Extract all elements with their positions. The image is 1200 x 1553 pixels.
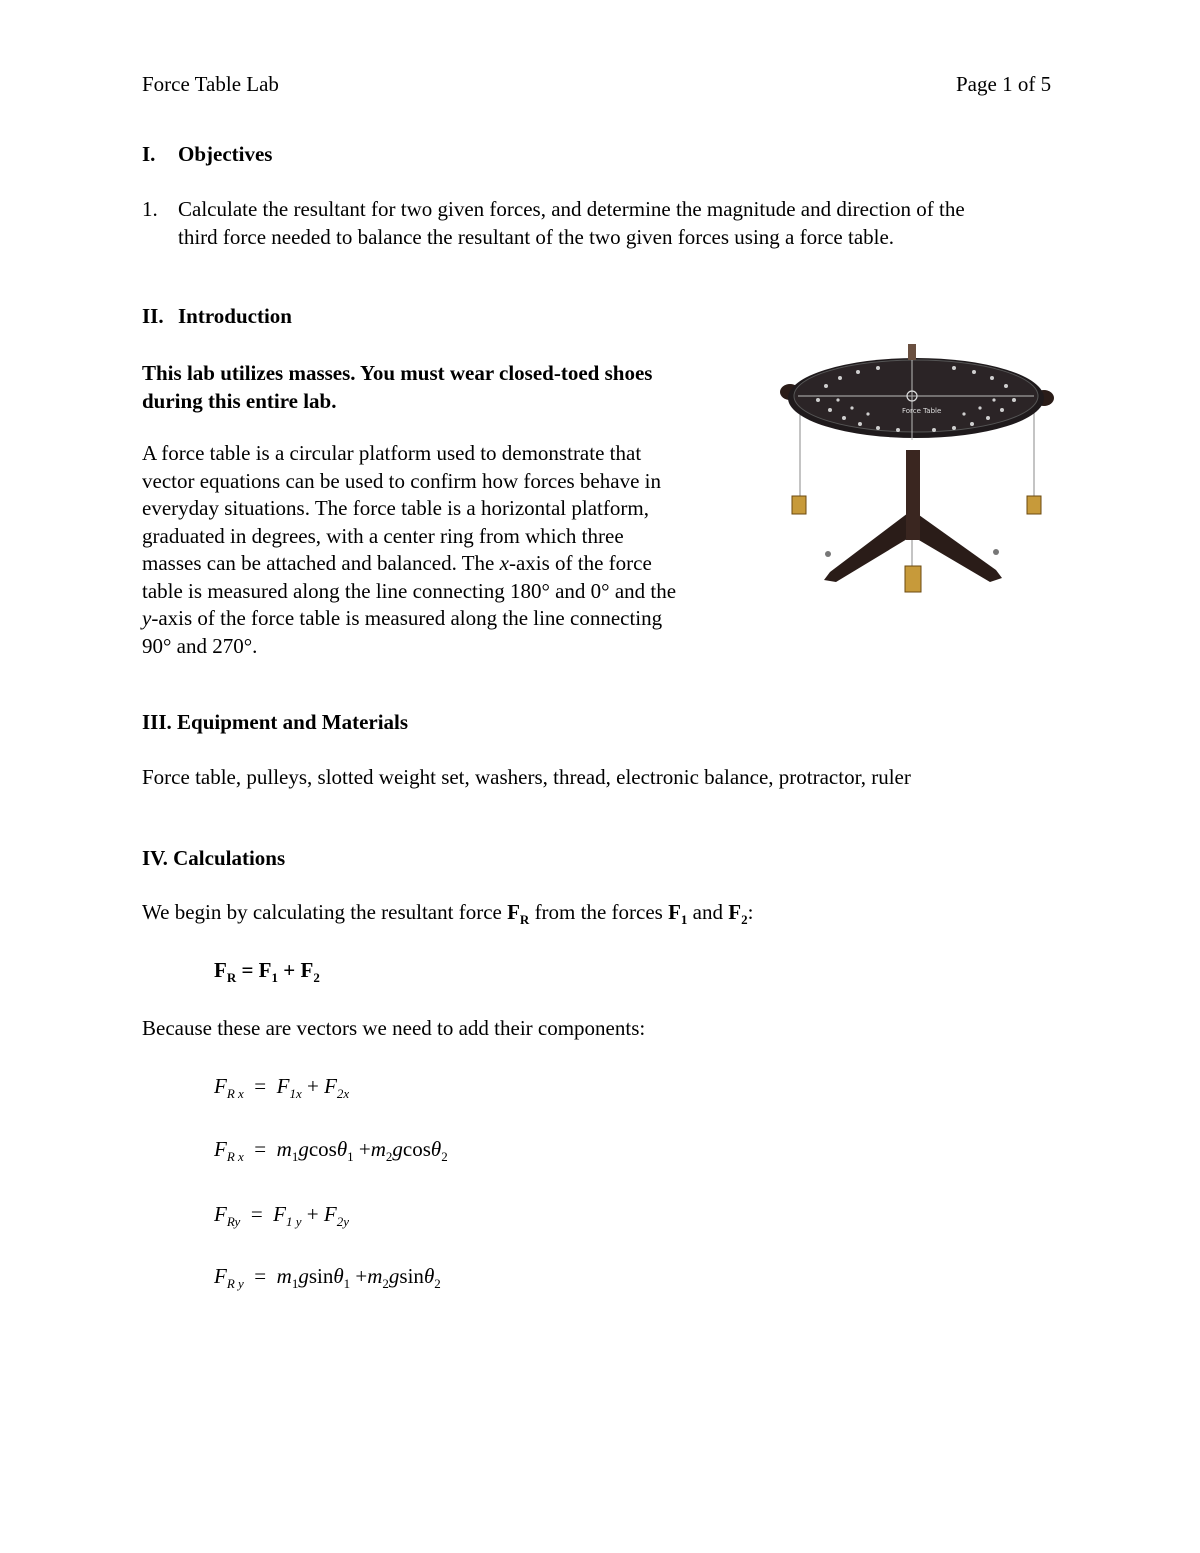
warning-line: during this entire lab. bbox=[142, 388, 337, 413]
warning-line: This lab utilizes masses. You must wear closed-toed shoes bbox=[142, 361, 653, 385]
equation-frx-masses: $F_{R x} = m_1gcos\theta_1 +m_2gcos\theta_2$ bbox=[214, 1137, 448, 1164]
paragraph-line: y-axis of the force table is measured along the line connecting bbox=[142, 606, 663, 630]
paragraph-line: table is measured along the line connecting 180° and 0° and the bbox=[142, 578, 677, 603]
section-title: Calculations bbox=[173, 846, 286, 870]
force-table-image bbox=[778, 340, 1060, 602]
components-text: Because these are vectors we need to add their components: bbox=[142, 1016, 646, 1040]
equation-frx-components: $F_{R x} = F_{1x} + F_{2x}$ bbox=[214, 1074, 350, 1101]
symbol-f1: $F_1$ bbox=[668, 900, 688, 927]
page-number: Page 1 of 5 bbox=[956, 72, 1052, 96]
paragraph-line: vector equations can be used to confirm how forces behave in bbox=[142, 468, 661, 493]
image-label: Force Table bbox=[902, 407, 942, 415]
section-introduction-heading bbox=[142, 304, 292, 329]
section-number: I. bbox=[142, 142, 156, 166]
symbol-f2: $F_2$ bbox=[728, 900, 748, 927]
section-title: Objectives bbox=[178, 142, 273, 166]
objective-line: Calculate the resultant for two given forces, and determine the magnitude and direction of the bbox=[178, 197, 965, 221]
paragraph-line: graduated in degrees, with a center ring from which three bbox=[142, 523, 624, 548]
section-number: IV. bbox=[142, 846, 168, 870]
symbol-fr: $F_R$ bbox=[507, 900, 530, 927]
objective-item bbox=[142, 196, 1082, 251]
calculations-intro: We begin by calculating the resultant force $F_R$ from the forces $F_1$ and $F_2$: bbox=[142, 900, 754, 927]
equation-fry-components: $F_{Ry} = F_{1 y} + F_{2y}$ bbox=[214, 1202, 349, 1229]
equipment-list: Force table, pulleys, slotted weight set, washers, thread, electronic balance, protractor, ruler bbox=[142, 765, 911, 789]
paragraph-line: A force table is a circular platform used to demonstrate that bbox=[142, 441, 642, 465]
paragraph-line: everyday situations. The force table is a horizontal platform, bbox=[142, 496, 649, 520]
section-title: Equipment and Materials bbox=[177, 710, 409, 734]
list-number: 1. bbox=[142, 197, 158, 221]
header-title: Force Table Lab bbox=[142, 72, 279, 96]
section-objectives-heading bbox=[142, 142, 272, 167]
section-number: III. bbox=[142, 710, 172, 734]
objective-line: third force needed to balance the resultant of the two given forces using a force table. bbox=[178, 224, 895, 249]
introduction-paragraph bbox=[142, 440, 762, 660]
paragraph-line: 90° and 270°. bbox=[142, 633, 258, 658]
section-equipment-heading bbox=[142, 710, 408, 735]
paragraph-line: masses can be attached and balanced. The x-axis of the force bbox=[142, 551, 652, 575]
section-title: Introduction bbox=[178, 304, 292, 328]
safety-warning bbox=[142, 360, 762, 415]
equation-vector-sum: $F_R = F_1 + F_2$ bbox=[214, 958, 320, 985]
force-table-illustration bbox=[778, 340, 1060, 602]
section-calculations-heading bbox=[142, 846, 285, 871]
section-number: II. bbox=[142, 304, 164, 328]
equation-fry-masses: $F_{R y} = m_1gsin\theta_1 +m_2gsin\theta_2$ bbox=[214, 1264, 441, 1291]
